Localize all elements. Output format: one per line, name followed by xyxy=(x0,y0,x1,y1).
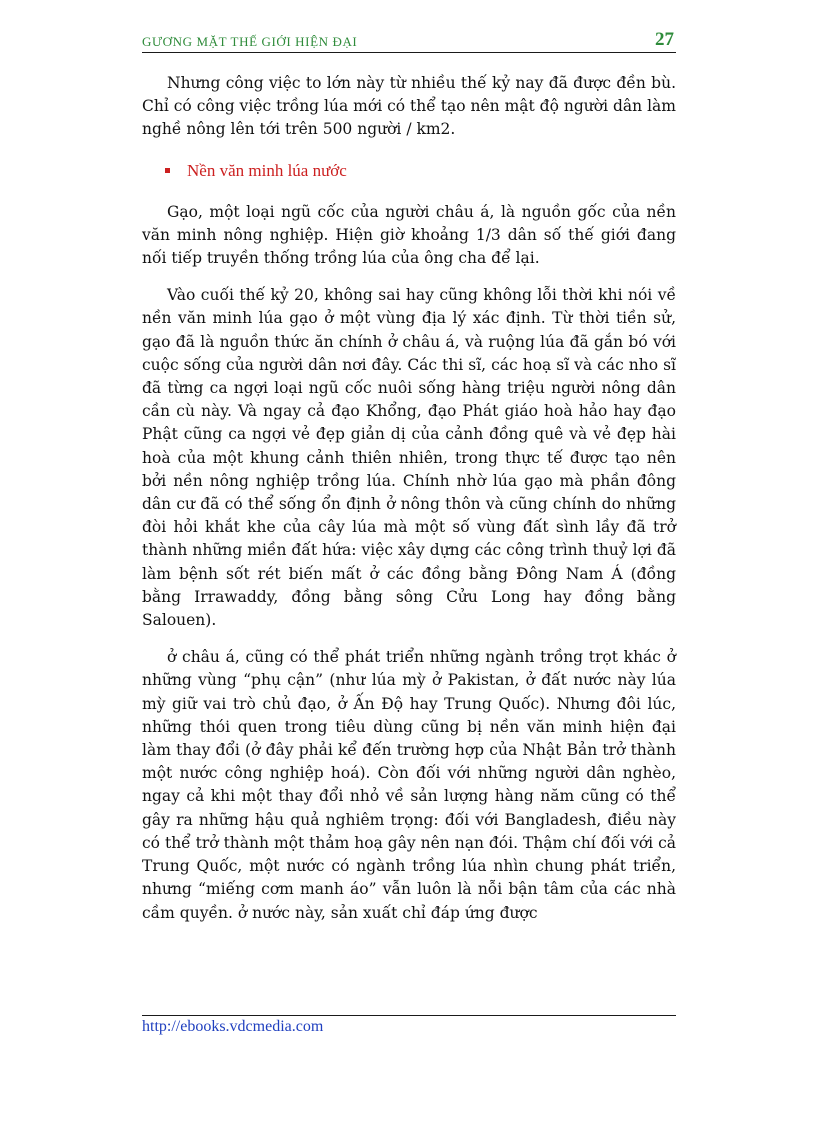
square-bullet-icon xyxy=(165,168,170,173)
page-body xyxy=(142,72,676,925)
section-heading-text: Nền văn minh lúa nước xyxy=(187,160,347,180)
page-header xyxy=(142,28,676,53)
page-footer xyxy=(142,1015,676,1036)
paragraph-spacer xyxy=(142,632,676,646)
paragraph: Gạo, một loại ngũ cốc của người châu á, là nguồn gốc của nền văn minh nông nghiệp. Hiện giờ khoảng 1/3 dân số thế giới đang nối tiếp truyền thống trồng lúa của ông cha để lại. xyxy=(142,202,676,268)
header-title: GƯƠNG MẶT THẾ GIỚI HIỆN ĐẠI xyxy=(142,34,358,49)
paragraph-spacer xyxy=(142,270,676,284)
paragraph: Vào cuối thế kỷ 20, không sai hay cũng không lỗi thời khi nói về nền văn minh lúa gạo ở một vùng địa lý xác định. Từ thời tiền sử, gạo đã là nguồn thức ăn chính ở châu á, và ruộng lúa đã gắn bó với cuộc sống của người dân nơi đây. Các thi sĩ, các hoạ sĩ và các nho sĩ đã từng ca ngợi loại ngũ cốc nuôi sống hàng triệu người nông dân cần cù này. Và ngay cả đạo Khổng, đạo Phát giáo hoà hảo hay đạo Phật cũng ca ngợi vẻ đẹp giản dị của cảnh đồng quê và vẻ đẹp hài hoà của một khung cảnh thiên nhiên, trong thực tế được tạo nên bởi nền nông nghiệp trồng lúa. Chính nhờ lúa gạo mà phần đông dân cư đã có thể sống ổn định ở nông thôn và cũng chính do những đòi hỏi khắt khe của cây lúa mà một số vùng đất sình lầy đã trở thành những miền đất hứa: việc xây dựng các công trình thuỷ lợi đã làm bệnh sốt rét biến mất ở các đồng bằng Đông Nam Á (đồng bằng Irrawaddy, đồng bằng sông Cửu Long hay đồng bằng Salouen). xyxy=(142,286,676,630)
page-number: 27 xyxy=(655,29,674,50)
paragraph: Nhưng công việc to lớn này từ nhiều thế kỷ nay đã được đền bù. Chỉ có công việc trồng lúa mới có thể tạo nên mật độ người dân làm nghề nông lên tới trên 500 người / km2. xyxy=(142,74,676,139)
section-heading xyxy=(142,160,676,182)
footer-link[interactable]: http://ebooks.vdcmedia.com xyxy=(142,1018,324,1035)
paragraph: ở châu á, cũng có thể phát triển những ngành trồng trọt khác ở những vùng “phụ cận” (như lúa mỳ ở Pakistan, ở đất nước này lúa mỳ giữ vai trò chủ đạo, ở Ấn Độ hay Trung Quốc). Nhưng đôi lúc, những thói quen trong tiêu dùng cũng bị nền văn minh hiện đại làm thay đổi (ở đây phải kể đến trường hợp của Nhật Bản trở thành một nước công nghiệp hoá). Còn đối với những người dân nghèo, ngay cả khi một thay đổi nhỏ về sản lượng hàng năm cũng có thể gây ra những hậu quả nghiêm trọng: đối với Bangladesh, điều này có thể trở thành một thảm hoạ gây nên nạn đói. Thậm chí đối với cả Trung Quốc, một nước có ngành trồng lúa nhìn chung phát triển, nhưng “miếng cơm manh áo” vẫn luôn là nỗi bận tâm của các nhà cầm quyền. ở nước này, sản xuất chỉ đáp ứng được xyxy=(142,648,676,922)
